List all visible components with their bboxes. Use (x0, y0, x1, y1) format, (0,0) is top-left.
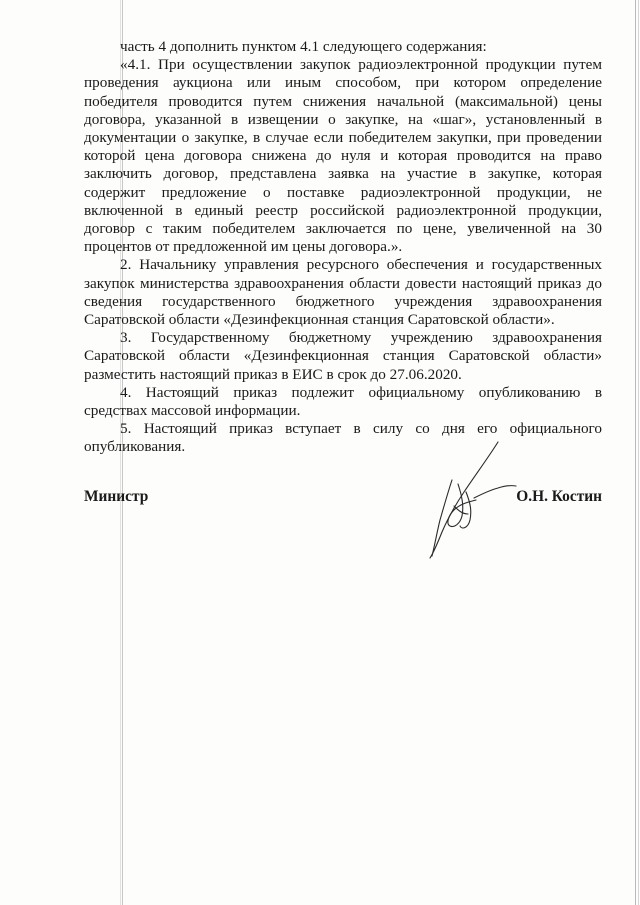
paragraph-5: 5. Настоящий приказ вступает в силу со дня его официального опубликования. (84, 420, 602, 456)
scan-edge-line (638, 0, 639, 905)
signatory-title: Министр (84, 488, 149, 505)
signatory-name: О.Н. Костин (516, 488, 602, 505)
document-body (84, 38, 602, 457)
signature-block (84, 488, 602, 512)
paragraph-4: 4. Настоящий приказ подлежит официальному опубликованию в средствах массовой информации. (84, 383, 602, 420)
paragraph-4-1: «4.1. При осуществлении закупок радиоэлектронной продукции путем проведения аукциона или иным способом, при котором определение победителя проводится путем снижения начальной (максимальной) цены договора, указанной в извещении о закупке, на «шаг», установленный в документации о закупке, в случае если победителем закупки, при проведении которой цена договора снижена до нуля и которая проводится на право заключить договор, представлена заявка на участие в закупке, которая содержит предложение о поставке радиоэлектронной продукции, не включенной в единый реестр российской радиоэлектронной продукции, договор с таким победителем заключается по цене, увеличенной на 30 процентов от предложенной им цены договора.». (84, 56, 602, 256)
paragraph-intro: часть 4 дополнить пунктом 4.1 следующего содержания: (120, 38, 487, 55)
paragraph-3: 3. Государственному бюджетному учреждению здравоохранения Саратовской области «Дезинфекционная станция Саратовской области» разместить настоящий приказ в ЕИС в срок до 27.06.2020. (84, 329, 602, 383)
paragraph-2: 2. Начальнику управления ресурсного обеспечения и государственных закупок министерства здравоохранения области довести настоящий приказ до сведения государственного бюджетного учреждения здравоохранения Саратовской области «Дезинфекционная станция Саратовской области». (84, 256, 602, 329)
scan-edge-line (635, 0, 636, 905)
